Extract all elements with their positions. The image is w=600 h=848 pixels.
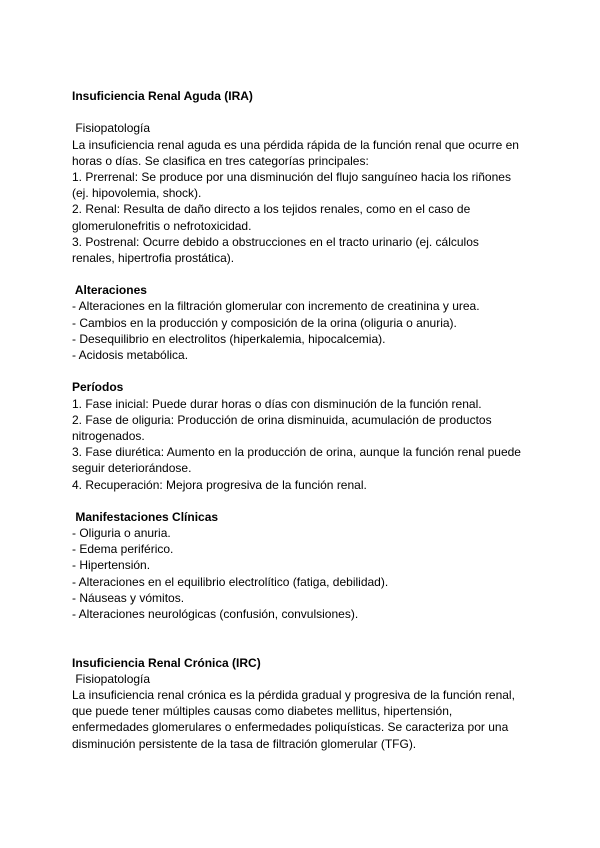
ira-fisio-line: renales, hipertrofia prostática). [72, 250, 235, 265]
alteraciones-item: - Acidosis metabólica. [72, 348, 189, 362]
manifestaciones-item: - Edema periférico. [72, 542, 174, 557]
ira-fisio-line: glomerulonefritis o nefrotoxicidad. [72, 218, 252, 233]
ira-fisio-line: (ej. hipovolemia, shock). [72, 186, 202, 201]
alteraciones-heading: Alteraciones [72, 283, 147, 298]
ira-fisio-line: horas o días. Se clasifica en tres categorías principales: [72, 153, 369, 168]
alteraciones-item: - Cambios en la producción y composición de la orina (oliguria o anuria). [72, 315, 457, 330]
ira-fisio-line: 1. Prerrenal: Se produce por una disminución del flujo sanguíneo hacia los riñones [72, 169, 511, 184]
periodos-heading: Períodos [72, 380, 124, 395]
manifestaciones-item: - Oliguria o anuria. [72, 526, 171, 541]
periodos-item: nitrogenados. [72, 428, 145, 443]
irc-title: Insuficiencia Renal Crónica (IRC) [72, 655, 261, 670]
irc-fisiopatologia-heading: Fisiopatología [72, 671, 151, 686]
irc-fisio-line: enfermedades glomerulares o enfermedades poliquísticas. Se caracteriza por una [72, 720, 509, 735]
periodos-item: 2. Fase de oliguria: Producción de orina disminuida, acumulación de productos [72, 412, 492, 427]
ira-fisiopatologia-heading: Fisiopatología [72, 121, 151, 136]
irc-fisio-line: disminución persistente de la tasa de filtración glomerular (TFG). [72, 736, 417, 751]
manifestaciones-item: - Alteraciones en el equilibrio electrolítico (fatiga, debilidad). [72, 574, 389, 589]
alteraciones-item: - Desequilibrio en electrolitos (hiperkalemia, hipocalcemia). [72, 331, 386, 346]
ira-title: Insuficiencia Renal Aguda (IRA) [72, 89, 253, 103]
ira-fisio-line: La insuficiencia renal aguda es una pérdida rápida de la función renal que ocurre en [72, 137, 519, 152]
manifestaciones-item: - Náuseas y vómitos. [72, 590, 185, 605]
periodos-item: 4. Recuperación: Mejora progresiva de la función renal. [72, 477, 367, 492]
manifestaciones-heading: Manifestaciones Clínicas [72, 509, 219, 524]
manifestaciones-item: - Alteraciones neurológicas (confusión, convulsiones). [72, 607, 359, 621]
irc-fisio-line: que puede tener múltiples causas como diabetes mellitus, hipertensión, [72, 704, 453, 719]
alteraciones-item: - Alteraciones en la filtración glomerular con incremento de creatinina y urea. [72, 299, 480, 314]
periodos-item: 3. Fase diurética: Aumento en la producción de orina, aunque la función renal puede [72, 445, 521, 460]
irc-fisio-line: La insuficiencia renal crónica es la pérdida gradual y progresiva de la función renal, [72, 687, 515, 702]
periodos-item: seguir deteriorándose. [72, 461, 192, 476]
periodos-item: 1. Fase inicial: Puede durar horas o días con disminución de la función renal. [72, 396, 482, 411]
manifestaciones-item: - Hipertensión. [72, 558, 151, 573]
ira-fisio-line: 2. Renal: Resulta de daño directo a los tejidos renales, como en el caso de [72, 202, 471, 217]
ira-fisio-line: 3. Postrenal: Ocurre debido a obstrucciones en el tracto urinario (ej. cálculos [72, 234, 479, 249]
document-page [72, 88, 542, 752]
